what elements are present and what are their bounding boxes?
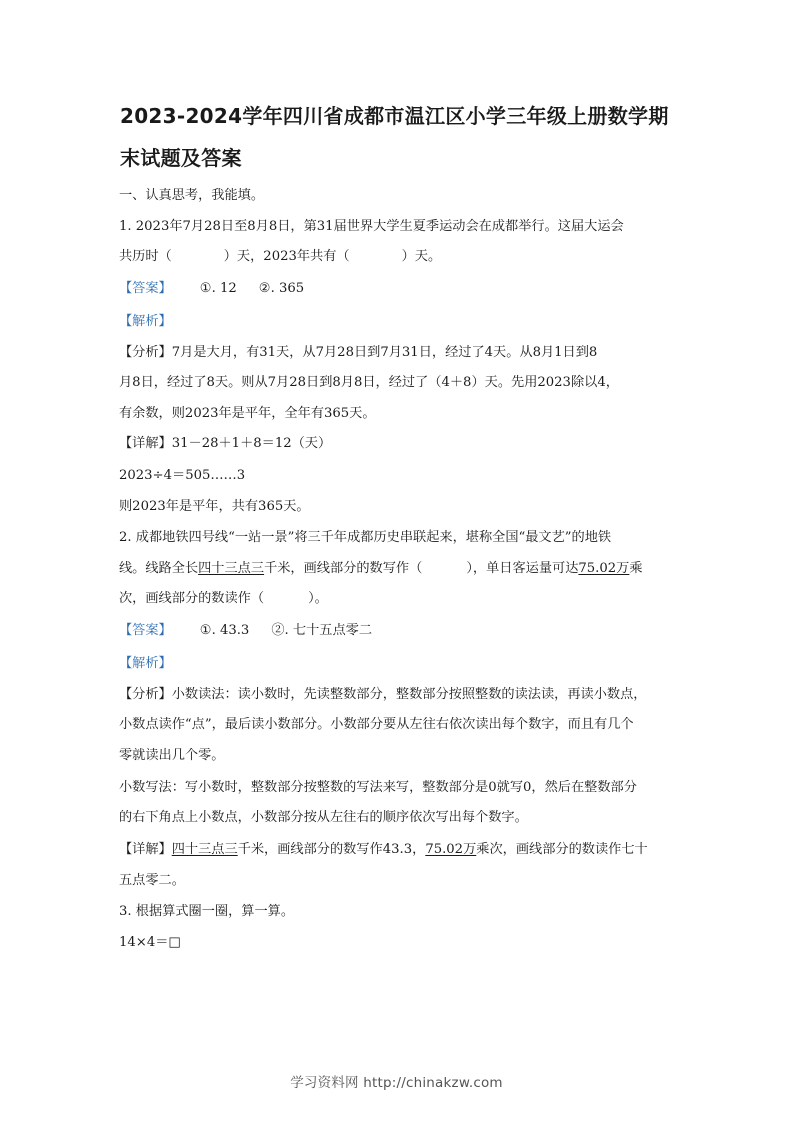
analysis-heading: 【解析】 [119,314,172,329]
answer-value: ②. 七十五点零二 [271,623,373,638]
answer-value: ②. 365 [258,281,305,296]
q1-text-part: 共历时（ [119,249,172,264]
answer-label: 【答案】 [119,281,172,296]
answer-value: ①. 12 [199,281,237,296]
q3-text-line-2: 14×4＝□ [119,935,181,950]
q2-text-part: ）。 [308,591,328,606]
q1-detail-line-1: 【详解】31－28＋1＋8＝12（天） [119,436,332,451]
q2-text-line-2 [119,560,679,578]
q2-text-part: 次，画线部分的数读作（ [119,591,265,606]
q2-detail-line-2: 五点零二。 [119,873,185,888]
q1-detail-line-3: 则2023年是平年，共有365天。 [119,499,310,514]
document-title-line-2: 末试题及答案 [120,146,242,170]
document-title-line-1: 2023-2024学年四川省成都市温江区小学三年级上册数学期 [120,104,669,128]
q2-text-part: 线。线路全长 [119,561,199,576]
q2-detail-part: 乘次，画线部分的数读作七十 [476,842,648,857]
underlined-number: 四十三点三 [198,561,265,576]
q2-analysis-line-3: 零就读出几个零。 [119,748,225,763]
answer-label: 【答案】 [119,623,172,638]
underlined-number: 75.02万 [578,561,630,576]
q1-analysis-line-3: 有余数，则2023年是平年，全年有365天。 [119,406,376,421]
underlined-number: 75.02万 [425,842,477,857]
q1-analysis-line-1: 【分析】7月是大月，有31天，从7月28日到7月31日，经过了4天。从8月1日到8 [119,345,598,360]
q2-analysis-line-4: 小数写法：写小数时，整数部分按整数的写法来写，整数部分是0就写0，然后在整数部分 [119,780,637,795]
q2-analysis-line-5: 的右下角点上小数点，小数部分按从左往右的顺序依次写出每个数字。 [119,810,528,825]
q2-answer [119,622,679,640]
detail-label: 【详解】 [119,842,172,857]
q2-text-part: 乘 [629,561,643,576]
q2-detail-line-1 [119,841,679,859]
q1-answer [119,280,679,298]
analysis-heading: 【解析】 [119,656,172,671]
q1-text-line-1: 1. 2023年7月28日至8月8日，第31届世界大学生夏季运动会在成都举行。这届大运会 [119,219,624,234]
q1-text-line-2 [119,248,679,266]
q2-analysis-line-1: 【分析】小数读法：读小数时，先读整数部分，整数部分按照整数的读法读，再读小数点， [119,687,647,702]
q1-detail-line-2: 2023÷4＝505……3 [119,468,246,483]
section-heading: 一、认真思考，我能填。 [119,188,265,203]
q1-text-part: ）天，2023年共有（ [223,249,350,264]
q1-analysis-line-2: 月8日，经过了8天。则从7月28日到8月8日，经过了（4＋8）天。先用2023除以4， [119,375,619,390]
q1-text-part: ）天。 [401,249,442,264]
underlined-number: 四十三点三 [171,842,238,857]
footer-watermark: 学习资料网 http://chinakzw.com [290,1075,503,1091]
q2-text-line-3 [119,590,679,608]
answer-value: ①. 43.3 [199,623,250,638]
q2-text-part: 千米，画线部分的数写作（ [264,561,423,576]
q2-detail-part: 千米，画线部分的数写作43.3， [237,842,426,857]
q2-text-part: ），单日客运量可达 [466,561,579,576]
q2-text-line-1: 2. 成都地铁四号线“一站一景”将三千年成都历史串联起来，堪称全国“最文艺”的地铁 [119,530,612,545]
q3-text-line-1: 3. 根据算式圈一圈，算一算。 [119,904,295,919]
q2-analysis-line-2: 小数点读作“点”，最后读小数部分。小数部分要从左往右依次读出每个数字，而且有几个 [119,717,634,732]
